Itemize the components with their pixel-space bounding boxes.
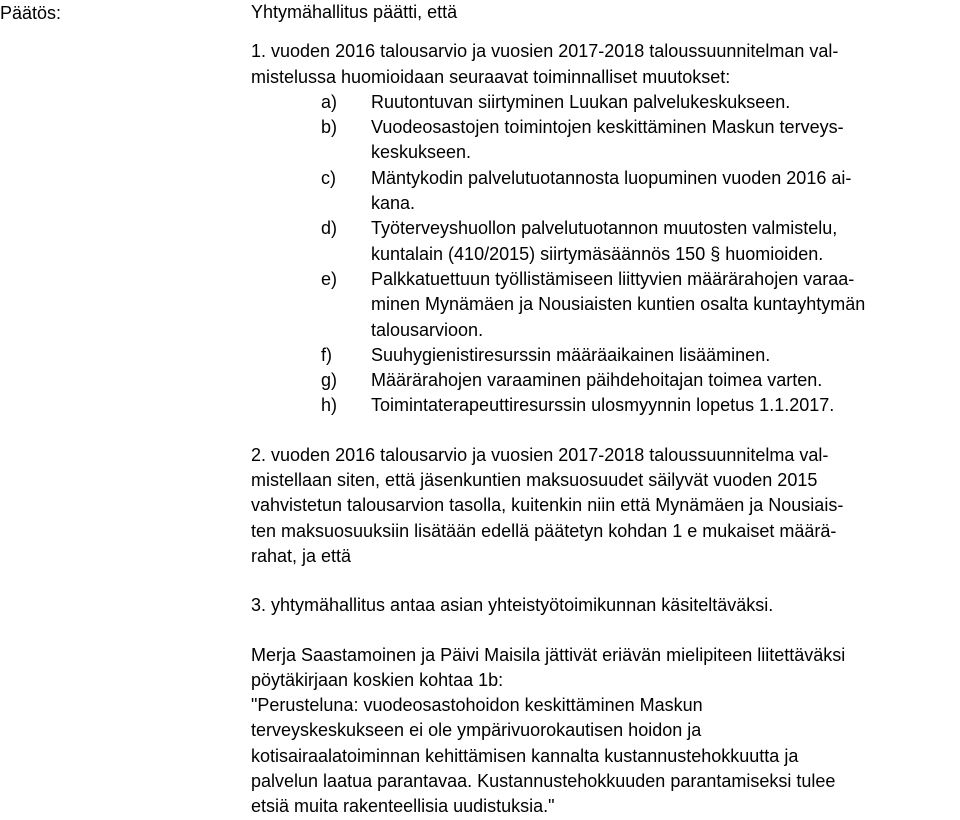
list-text: Ruutontuvan siirtyminen Luukan palvelukeskukseen. <box>371 91 791 112</box>
list-letter: d) <box>321 218 338 239</box>
list-text: talousarvioon. <box>371 319 484 340</box>
list-item-c-cont <box>251 191 956 216</box>
dissent-line: Merja Saastamoinen ja Päivi Maisila jättivät eriävän mielipiteen liitettäväksi <box>251 644 846 665</box>
list-letter: b) <box>321 117 338 138</box>
list-item-a <box>251 90 956 115</box>
list-item-e-cont-2 <box>251 318 956 343</box>
list-item-e <box>251 267 956 292</box>
dissent-line: terveyskeskukseen ei ole ympärivuorokautisen hoidon ja <box>251 720 702 741</box>
list-item-h <box>251 393 956 418</box>
list-text: Määrärahojen varaaminen päihdehoitajan toimea varten. <box>371 370 823 391</box>
dissent-line: pöytäkirjaan koskien kohtaa 1b: <box>251 669 504 690</box>
list-text: Mäntykodin palvelutuotannosta luopuminen vuoden 2016 ai- <box>371 167 852 188</box>
point-1-line-1: 1. vuoden 2016 talousarvio ja vuosien 2017-2018 taloussuunnitelman val- <box>251 41 839 62</box>
point-1 <box>251 39 956 418</box>
decision-content <box>251 0 956 820</box>
dissent-line: kotisairaalatoiminnan kehittämisen kannalta kustannustehokkuutta ja <box>251 745 799 766</box>
dissent-line: palvelun laatua parantavaa. Kustannustehokkuuden parantamiseksi tulee <box>251 771 836 792</box>
list-letter: f) <box>321 344 332 365</box>
list-text: Työterveyshuollon palvelutuotannon muutosten valmistelu, <box>371 218 838 239</box>
intro-text: Yhtymähallitus päätti, että <box>251 2 458 22</box>
point-2-line: 2. vuoden 2016 talousarvio ja vuosien 2017-2018 taloussuunnitelma val- <box>251 444 829 465</box>
list-text: minen Mynämäen ja Nousiaisten kuntien osalta kuntayhtymän <box>371 294 866 315</box>
list-letter: c) <box>321 167 336 188</box>
dissent-line: "Perusteluna: vuodeosastohoidon keskittäminen Maskun <box>251 695 703 716</box>
list-text: Toimintaterapeuttiresurssin ulosmyynnin lopetus 1.1.2017. <box>371 395 835 416</box>
point-3: 3. yhtymähallitus antaa asian yhteistyötoimikunnan käsiteltäväksi. <box>251 595 774 616</box>
list-letter: g) <box>321 370 338 391</box>
point-2-line: mistellaan siten, että jäsenkuntien maksuosuudet säilyvät vuoden 2015 <box>251 470 818 491</box>
list-item-e-cont-1 <box>251 292 956 317</box>
list-item-b-cont <box>251 140 956 165</box>
list-item-g <box>251 368 956 393</box>
list-text: Palkkatuettuun työllistämiseen liittyvien määrärahojen varaa- <box>371 268 855 289</box>
list-text: Vuodeosastojen toimintojen keskittäminen Maskun terveys- <box>371 117 844 138</box>
list-letter: h) <box>321 395 338 416</box>
list-item-b <box>251 115 956 140</box>
dissent-line: etsiä muita rakenteellisia uudistuksia." <box>251 796 555 817</box>
change-list <box>251 90 956 419</box>
list-text: Suuhygienistiresurssin määräaikainen lisääminen. <box>371 344 771 365</box>
point-2-line: ten maksuosuuksiin lisätään edellä päätetyn kohdan 1 e mukaiset määrä- <box>251 520 837 541</box>
list-letter: e) <box>321 268 338 289</box>
decision-label: Päätös: <box>0 3 62 23</box>
point-2-line: rahat, ja että <box>251 545 352 566</box>
list-letter: a) <box>321 91 338 112</box>
point-2-line: vahvistetun talousarvion tasolla, kuitenkin niin että Mynämäen ja Nousiais- <box>251 495 844 516</box>
dissent-statement <box>251 643 956 820</box>
list-text: kuntalain (410/2015) siirtymäsäännös 150 § huomioiden. <box>371 243 824 264</box>
list-item-d <box>251 216 956 241</box>
list-item-d-cont <box>251 242 956 267</box>
list-item-f <box>251 343 956 368</box>
list-text: kana. <box>371 193 416 214</box>
list-item-c <box>251 166 956 191</box>
point-2 <box>251 443 956 569</box>
point-1-line-2: mistelussa huomioidaan seuraavat toiminnalliset muutokset: <box>251 66 731 87</box>
list-text: keskukseen. <box>371 142 472 163</box>
